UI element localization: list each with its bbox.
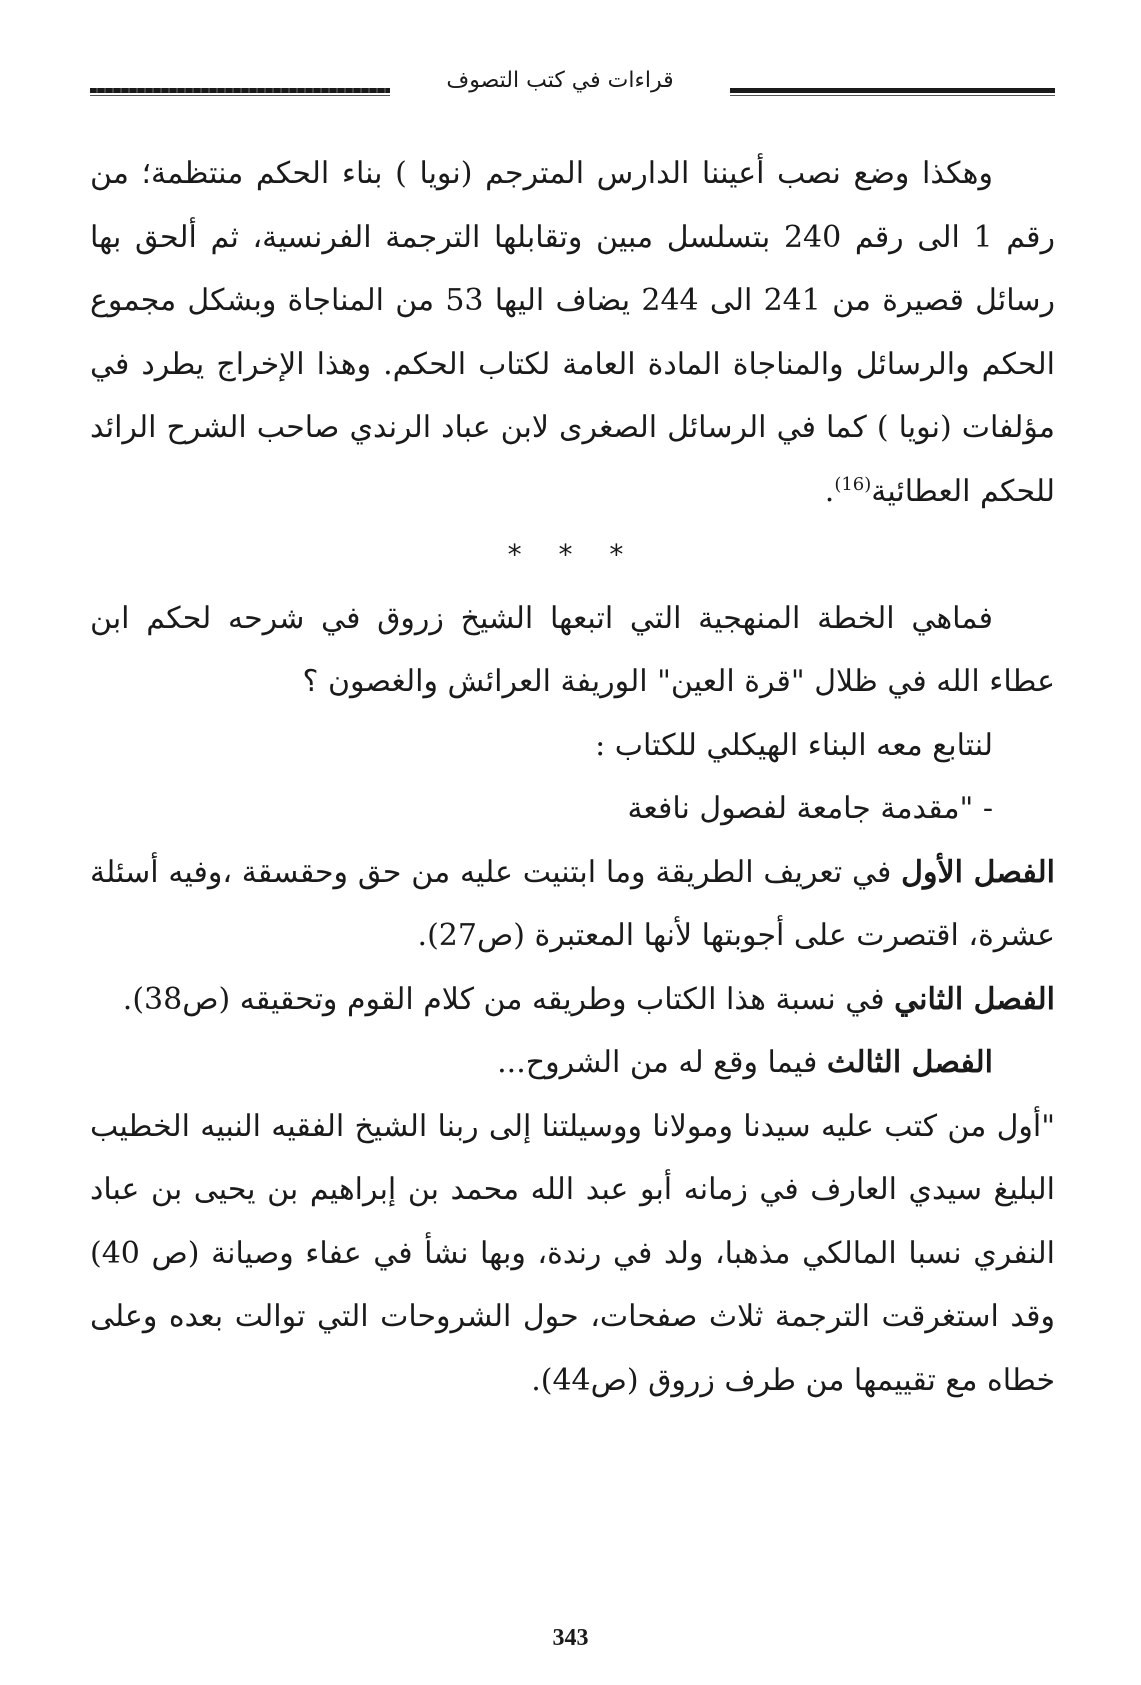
- running-header: [90, 58, 1055, 108]
- footnote-marker: (16): [834, 473, 872, 495]
- section-separator: * * *: [507, 538, 638, 571]
- header-rule-right: [730, 88, 1055, 93]
- page-number: 343: [552, 1625, 589, 1651]
- header-title: قراءات في كتب التصوف: [446, 68, 674, 93]
- paragraph-1-text: وهكذا وضع نصب أعيننا الدارس المترجم (نويا ) بناء الحكم منتظمة؛ من رقم 1 الى رقم 240 بتسلسل مبين وتقابلها الترجمة الفرنسية، ثم ألحق بها رسائل قصيرة من 241 الى 244 يضاف اليها 53 من المناجاة وبشكل مجموع الحكم والرسائل والمناجاة المادة العامة لكتاب الحكم. وهذا الإخراج يطرد في مؤلفات (نويا ) كما في الرسائل الصغرى لابن عباد الرندي صاحب الشرح الرائد للحكم العطائية: [90, 156, 1055, 509]
- paragraph-1: [90, 142, 1055, 523]
- chapter-1-text: في تعريف الطريقة وما ابتنيت عليه من حق وحقسقة ،وفيه أسئلة عشرة، اقتصرت على أجوبتها لأنها المعتبرة (ص27).: [90, 854, 1055, 953]
- chapter-2-label: الفصل الثاني: [894, 981, 1055, 1017]
- chapter-3-text: فيما وقع له من الشروح...: [497, 1045, 827, 1080]
- page-body: [90, 142, 1055, 1412]
- paragraph-1-end: .: [824, 473, 835, 509]
- paragraph-2: فماهي الخطة المنهجية التي اتبعها الشيخ زروق في شرحه لحكم ابن عطاء الله في ظلال "قرة العين" الوريفة العرائش والغصون ؟: [90, 600, 1055, 699]
- chapter-2-text: في نسبة هذا الكتاب وطريقه من كلام القوم وتحقيقه (ص38).: [122, 981, 895, 1017]
- chapter-3-entry: [90, 1031, 1055, 1095]
- paragraph-4: - "مقدمة جامعة لفصول نافعة: [627, 791, 993, 826]
- header-rule-left: [90, 88, 390, 93]
- chapter-1-entry: [90, 841, 1055, 968]
- chapter-1-label: الفصل الأول: [901, 854, 1056, 890]
- paragraph-3: لنتابع معه البناء الهيكلي للكتاب :: [595, 727, 993, 763]
- chapter-2-entry: [90, 968, 1055, 1032]
- chapter-3-label: الفصل الثالث: [826, 1045, 993, 1080]
- paragraph-5: "أول من كتب عليه سيدنا ومولانا ووسيلتنا إلى ربنا الشيخ الفقيه النبيه الخطيب البليغ سيدي العارف في زمانه أبو عبد الله محمد بن إبراهيم بن يحيى بن عباد النفري نسبا المالكي مذهبا، ولد في رندة، وبها نشأ في عفاء وصيانة (ص 40) وقد استغرقت الترجمة ثلاث صفحات، حول الشروحات التي توالت بعده وعلى خطاه مع تقييمها من طرف زروق (ص44).: [90, 1108, 1055, 1398]
